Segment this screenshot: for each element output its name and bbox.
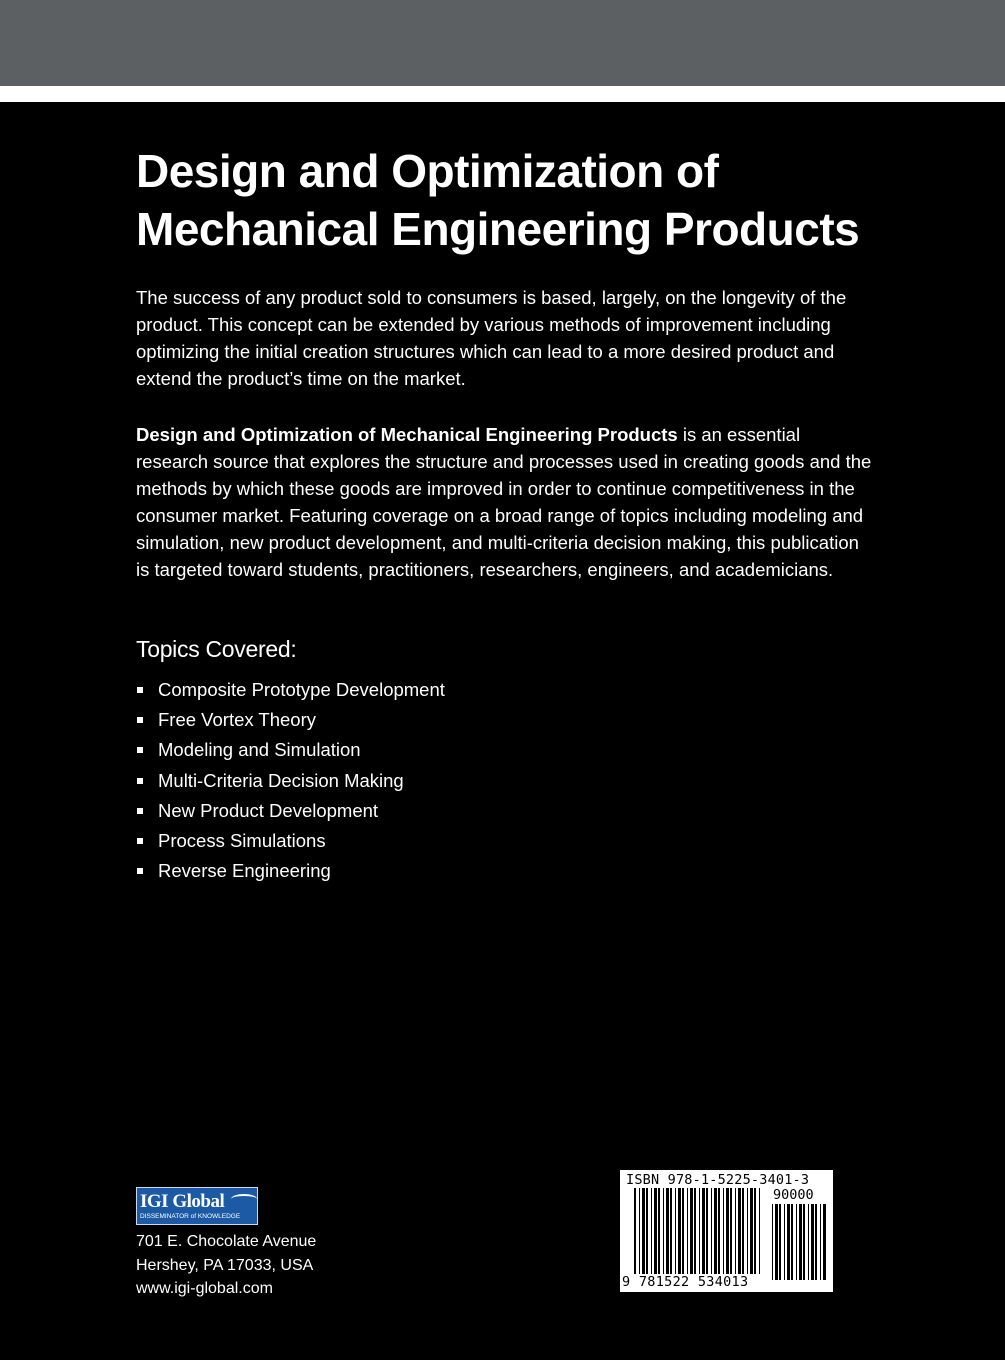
bullet-square-icon	[137, 687, 143, 693]
topic-item	[136, 736, 445, 766]
topic-label: New Product Development	[158, 799, 379, 821]
topic-label: Reverse Engineering	[158, 860, 331, 882]
barcode-bar	[738, 1188, 741, 1274]
barcode-bar	[796, 1204, 797, 1280]
topics-list	[136, 676, 445, 887]
barcode-bar	[820, 1204, 821, 1280]
barcode-bar	[718, 1188, 720, 1274]
barcode-bar	[723, 1188, 724, 1274]
description-bold-title: Design and Optimization of Mechanical Engineering Products	[136, 424, 678, 445]
topic-item	[136, 857, 445, 887]
barcode-bar	[759, 1188, 760, 1274]
book-title-line1: Design and Optimization of	[136, 145, 719, 197]
address-street: 701 E. Chocolate Avenue	[136, 1233, 317, 1250]
barcode-bar	[639, 1188, 640, 1274]
barcode-bar	[658, 1188, 660, 1274]
barcode-bar	[711, 1188, 712, 1274]
barcode-bar	[694, 1188, 696, 1274]
description-text: is an essential research source that explores the structure and processes used in creating goods and the methods by which these goods are improved in order to continue competitiveness in the consumer market. Featuring coverage on a broad range of topics including modeling and simulation, new product development, and multi-criteria decision making, this publication is targeted toward students, practitioners, researchers, engineers, and academicians.	[136, 424, 872, 580]
barcode-bar	[678, 1188, 681, 1274]
top-grey-band	[0, 0, 1005, 86]
barcode-bar	[663, 1188, 664, 1274]
topic-item	[136, 676, 445, 706]
barcode-bar	[706, 1188, 708, 1274]
igi-global-logo	[136, 1187, 258, 1225]
isbn-number: ISBN 978-1-5225-3401-3	[626, 1172, 810, 1188]
description-paragraph	[136, 421, 876, 583]
ean-number: 9 781522 534013	[622, 1274, 749, 1290]
barcode-bar	[735, 1188, 736, 1274]
bullet-square-icon	[137, 747, 143, 753]
barcode-bar	[775, 1204, 778, 1280]
barcode-bar	[702, 1188, 705, 1274]
barcode-bar	[808, 1204, 809, 1280]
topics-heading: Topics Covered:	[136, 636, 297, 662]
barcode-bar	[772, 1204, 773, 1280]
barcode-bar	[634, 1188, 636, 1274]
barcode-bar	[699, 1188, 700, 1274]
white-strip	[0, 86, 1005, 102]
barcode-bar	[646, 1188, 648, 1274]
barcode-bar	[791, 1204, 793, 1280]
barcode-bar	[747, 1188, 748, 1274]
bullet-square-icon	[137, 868, 143, 874]
barcode-bar	[687, 1188, 688, 1274]
topic-item	[136, 706, 445, 736]
publisher-website: www.igi-global.com	[136, 1280, 273, 1297]
topic-label: Multi-Criteria Decision Making	[158, 769, 404, 791]
barcode-bar	[803, 1204, 805, 1280]
topic-item	[136, 767, 445, 797]
barcode-bar	[670, 1188, 672, 1274]
topic-label: Composite Prototype Development	[158, 679, 445, 700]
isbn-barcode	[620, 1170, 833, 1292]
topic-item	[136, 797, 445, 827]
logo-name: IGI Global	[140, 1191, 225, 1212]
barcode-bar	[799, 1204, 802, 1280]
bullet-square-icon	[137, 778, 143, 784]
barcode-bar	[682, 1188, 684, 1274]
barcode-bar	[784, 1204, 785, 1280]
topic-label: Free Vortex Theory	[158, 709, 317, 731]
barcode-bar	[742, 1188, 744, 1274]
barcode-bar	[811, 1204, 814, 1280]
barcode-bar	[654, 1188, 657, 1274]
price-code: 90000	[773, 1187, 814, 1203]
barcode-bar	[815, 1204, 817, 1280]
barcode-bar	[726, 1188, 729, 1274]
address-city: Hershey, PA 17033, USA	[136, 1256, 314, 1274]
barcode-bar	[750, 1188, 753, 1274]
barcode-bar	[651, 1188, 652, 1274]
barcode-bar	[675, 1188, 676, 1274]
barcode-bar	[787, 1204, 790, 1280]
barcode-bar	[823, 1204, 826, 1280]
barcode-bar	[642, 1188, 645, 1274]
intro-paragraph: The success of any product sold to consumers is based, largely, on the longevity of the product. This concept can be extended by various methods of improvement including optimizing the initial creation structures which can lead to a more desired product and extend the product’s time on the market.	[136, 287, 847, 389]
barcode-bar	[690, 1188, 693, 1274]
book-title-line2: Mechanical Engineering Products	[136, 203, 860, 255]
topic-label: Process Simulations	[158, 829, 326, 851]
bullet-square-icon	[137, 838, 143, 844]
logo-tagline: DISSEMINATOR of KNOWLEDGE	[140, 1213, 241, 1220]
topic-item	[136, 827, 445, 857]
barcode-bar	[730, 1188, 732, 1274]
bullet-square-icon	[137, 717, 143, 723]
barcode-bar	[754, 1188, 756, 1274]
bullet-square-icon	[137, 808, 143, 814]
barcode-bar	[666, 1188, 669, 1274]
publisher-address	[136, 1230, 316, 1301]
barcode-bar	[714, 1188, 717, 1274]
barcode-bar	[779, 1204, 781, 1280]
topic-label: Modeling and Simulation	[158, 739, 361, 761]
book-title	[136, 142, 956, 258]
logo-swoosh-icon	[231, 1194, 257, 1204]
